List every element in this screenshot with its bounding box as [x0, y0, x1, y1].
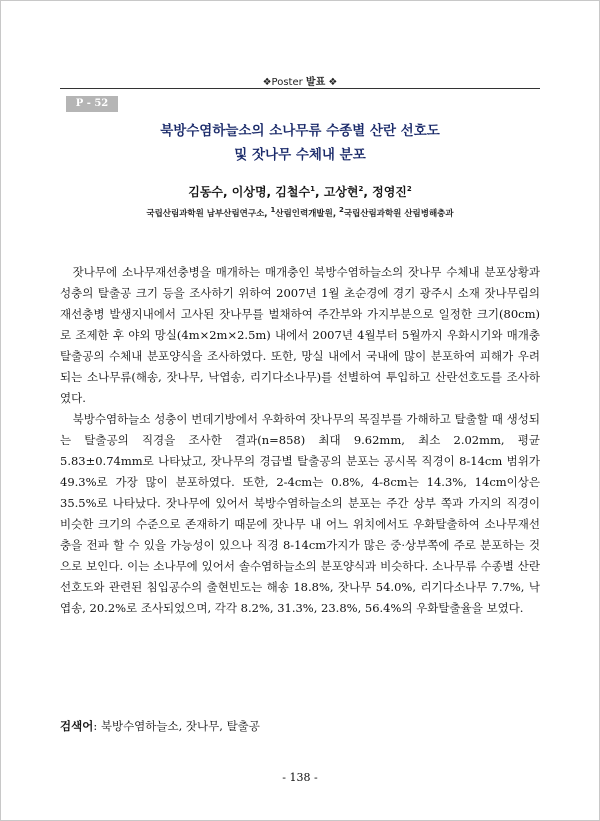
header-rule — [60, 88, 540, 89]
affiliation-0: 국립산림과학원 남부산림연구소, — [146, 209, 271, 219]
poster-number-badge: P - 52 — [66, 96, 118, 112]
author-name: 이상명 — [231, 185, 267, 199]
abstract-paragraph-1: 잣나무에 소나무재선충병을 매개하는 매개충인 북방수염하늘소의 잣나무 수체내 분포상황과 성충의 탈출공 크기 등을 조사하기 위하여 2007년 1월 초순경에 경기 광주시 소재 잣나무림의 재선충병 발생지내에서 고사된 잣나무를 벌채하여 주간부와 가지부분으로 일정한 크기(80cm)로 조제한 후 야외 망실(4m×2m×2.5m) 내에서 2007년 4월부터 5월까지 우화시기와 매개충 탈출공의 수체내 분포양식을 조사하였다. 또한, 망실 내에서 국내에 많이 분포하여 피해가 우려되는 소나무류(해송, 잣나무, 낙엽송, 리기다소나무)를 선별하여 투입하고 산란선호도를 조사하였다. — [60, 265, 540, 405]
author-name: 고상현 — [323, 185, 359, 199]
affiliations — [60, 207, 540, 219]
affiliation-2: 국립산림과학원 산림병해충과 — [343, 209, 454, 219]
keywords-label: 검색어 — [60, 719, 94, 733]
title-line-1: 북방수염하늘소의 소나무류 수종별 산란 선호도 — [160, 123, 440, 139]
author-sup: 2 — [358, 185, 364, 193]
author-name: 김철수 — [275, 185, 311, 199]
header-suffix: ❖ — [325, 77, 338, 88]
abstract-body — [60, 262, 540, 619]
abstract-paragraph-2: 북방수염하늘소 성충이 번데기방에서 우화하여 잣나무의 목질부를 가해하고 탈출할 때 생성되는 탈출공의 직경을 조사한 결과(n=858) 최대 9.62mm, 최소 2.02mm, 평균 5.83±0.74mm로 나타났고, 잣나무의 경급별 탈출공의 분포는 공시목 직경이 8-14cm 범위가 49.3%로 가장 많이 분포하였다. 또한, 2-4cm는 0.8%, 4-8cm는 14.3%, 14cm이상은 35.5%로 나타났다. 잣나무에 있어서 북방수염하늘소의 분포는 주간 상부 쪽과 가지의 직경이 비슷한 크기의 수준으로 존재하기 때문에 잣나무 내 어느 위치에서도 우화탈출하여 소나무재선충을 전파 할 수 있을 가능성이 있으나 직경 8-14cm가지가 많은 중·상부쪽에 주로 분포하는 것으로 보인다. 이는 소나무에 있어서 솔수염하늘소의 분포양식과 비슷하다. 소나무류 수종별 산란선호도와 관련된 침입공수의 출현빈도는 해송 18.8%, 잣나무 54.0%, 리기다소나무 7.7%, 낙엽송, 20.2%로 조사되었으며, 각각 8.2%, 31.3%, 23.8%, 56.4%의 우화탈출율을 보였다. — [60, 412, 540, 615]
keywords-value: 북방수염하늘소, 잣나무, 탈출공 — [100, 719, 260, 733]
header-label: 발표 — [305, 77, 326, 88]
keywords-separator: : — [93, 719, 101, 733]
affiliation-1: 산림인력개발원, — [275, 209, 340, 219]
author-name: 정영진 — [372, 185, 407, 199]
title-line-2: 및 잣나무 수체내 분포 — [234, 147, 366, 163]
keywords — [60, 718, 540, 734]
affiliation-1-sup: 1 — [270, 206, 276, 215]
affiliation-2-sup: 2 — [339, 206, 344, 215]
running-header — [60, 73, 540, 88]
page-number: - 138 - — [282, 771, 318, 784]
author-sup: 1 — [310, 185, 315, 193]
author-sup: 2 — [406, 185, 412, 193]
author-name: 김동수 — [188, 185, 224, 199]
author-list: 김동수, 이상명, 김철수$^1$, 고상현$^2$, 정영진$^2$ — [188, 185, 412, 199]
paper-title — [60, 119, 540, 167]
header-prefix: ❖Poster — [262, 77, 306, 88]
